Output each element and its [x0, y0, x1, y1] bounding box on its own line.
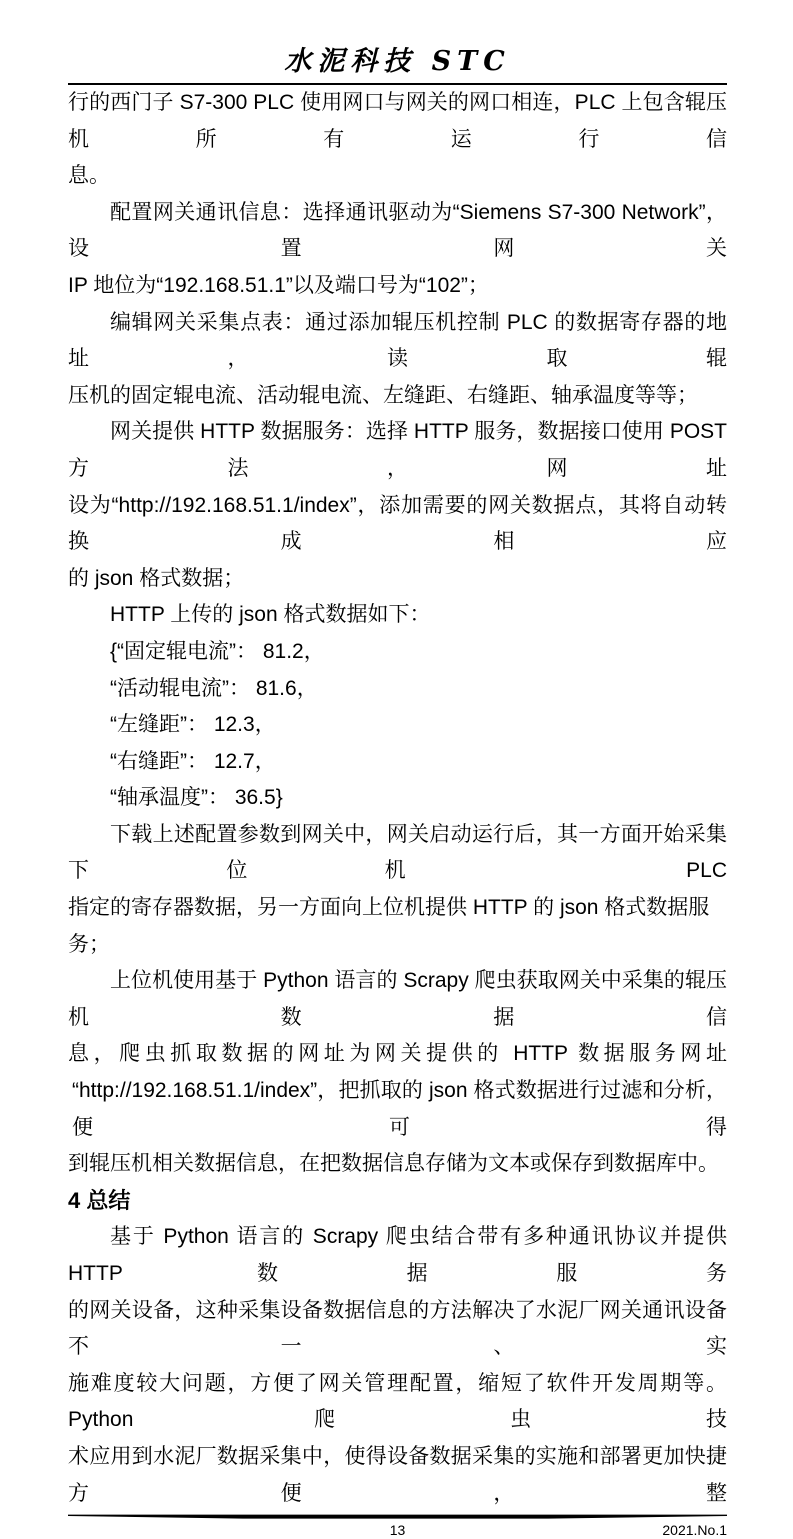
- json-data-line: “轴承温度”： 36.5}: [110, 786, 283, 810]
- body-line: 设为“http://192.168.51.1/index”，添加需要的网关数据点，其将自动转换成相应: [68, 493, 727, 554]
- journal-title: 水泥科技 STC: [284, 46, 511, 77]
- article-body: [68, 85, 727, 1512]
- body-line: HTTP 上传的 json 格式数据如下：: [110, 603, 431, 627]
- body-line: 到辊压机相关数据信息，在把数据信息存储为文本或保存到数据库中。: [68, 1152, 719, 1176]
- footer-rule: [68, 1514, 727, 1519]
- body-line: 网关提供 HTTP 数据服务：选择 HTTP 服务，数据接口使用 POST 方法，网址: [68, 420, 727, 480]
- body-line: 配置网关通讯信息：选择通讯驱动为“Siemens S7-300 Network”， 设置网关: [68, 200, 727, 261]
- page-number: 13: [389, 1522, 406, 1539]
- json-data-line: {“固定辊电流”： 81.2，: [110, 639, 325, 663]
- page-footer: [68, 1514, 727, 1539]
- section-heading: 4 总结: [68, 1187, 131, 1213]
- body-line: 行的西门子 S7-300 PLC 使用网口与网关的网口相连，PLC 上包含辊压机所有运行信: [68, 91, 727, 151]
- body-line: IP 地位为“192.168.51.1”以及端口号为“102”；: [68, 273, 489, 297]
- body-line: “http://192.168.51.1/index”，把抓取的 json 格式数据进行过滤和分析，便可得: [72, 1079, 727, 1139]
- body-line: 术应用到水泥厂数据采集中，使得设备数据采集的实施和部署更加快捷方便，整: [68, 1444, 727, 1505]
- body-line: 指定的寄存器数据，另一方面向上位机提供 HTTP 的 json 格式数据服务；: [68, 896, 710, 956]
- body-line: 编辑网关采集点表：通过添加辊压机控制 PLC 的数据寄存器的地址，读取辊: [68, 310, 727, 371]
- body-line: 基于 Python 语言的 Scrapy 爬虫结合带有多种通讯协议并提供 HTTP 数据服务: [68, 1225, 727, 1285]
- page-header: [68, 0, 727, 85]
- body-line: 息，爬虫抓取数据的网址为网关提供的 HTTP 数据服务网址: [68, 1042, 727, 1066]
- body-line: 的网关设备，这种采集设备数据信息的方法解决了水泥厂网关通讯设备不一、实: [68, 1298, 727, 1359]
- body-line: 下载上述配置参数到网关中，网关启动运行后，其一方面开始采集下位机 PLC: [68, 822, 727, 883]
- body-line: 的 json 格式数据；: [68, 566, 245, 590]
- body-line: 息。: [68, 164, 110, 188]
- issue-number: 2021.No.1: [662, 1522, 727, 1539]
- footer-row: [68, 1521, 727, 1539]
- json-data-line: “活动辊电流”： 81.6，: [110, 676, 318, 700]
- body-line: 上位机使用基于 Python 语言的 Scrapy 爬虫获取网关中采集的辊压机数据信: [68, 969, 727, 1029]
- body-line: 施难度较大问题，方便了网关管理配置，缩短了软件开发周期等。Python 爬虫技: [68, 1371, 727, 1432]
- body-line: 压机的固定辊电流、活动辊电流、左缝距、右缝距、轴承温度等等；: [68, 383, 698, 407]
- json-data-line: “左缝距”： 12.3，: [110, 713, 276, 737]
- json-data-line: “右缝距”： 12.7，: [110, 749, 276, 773]
